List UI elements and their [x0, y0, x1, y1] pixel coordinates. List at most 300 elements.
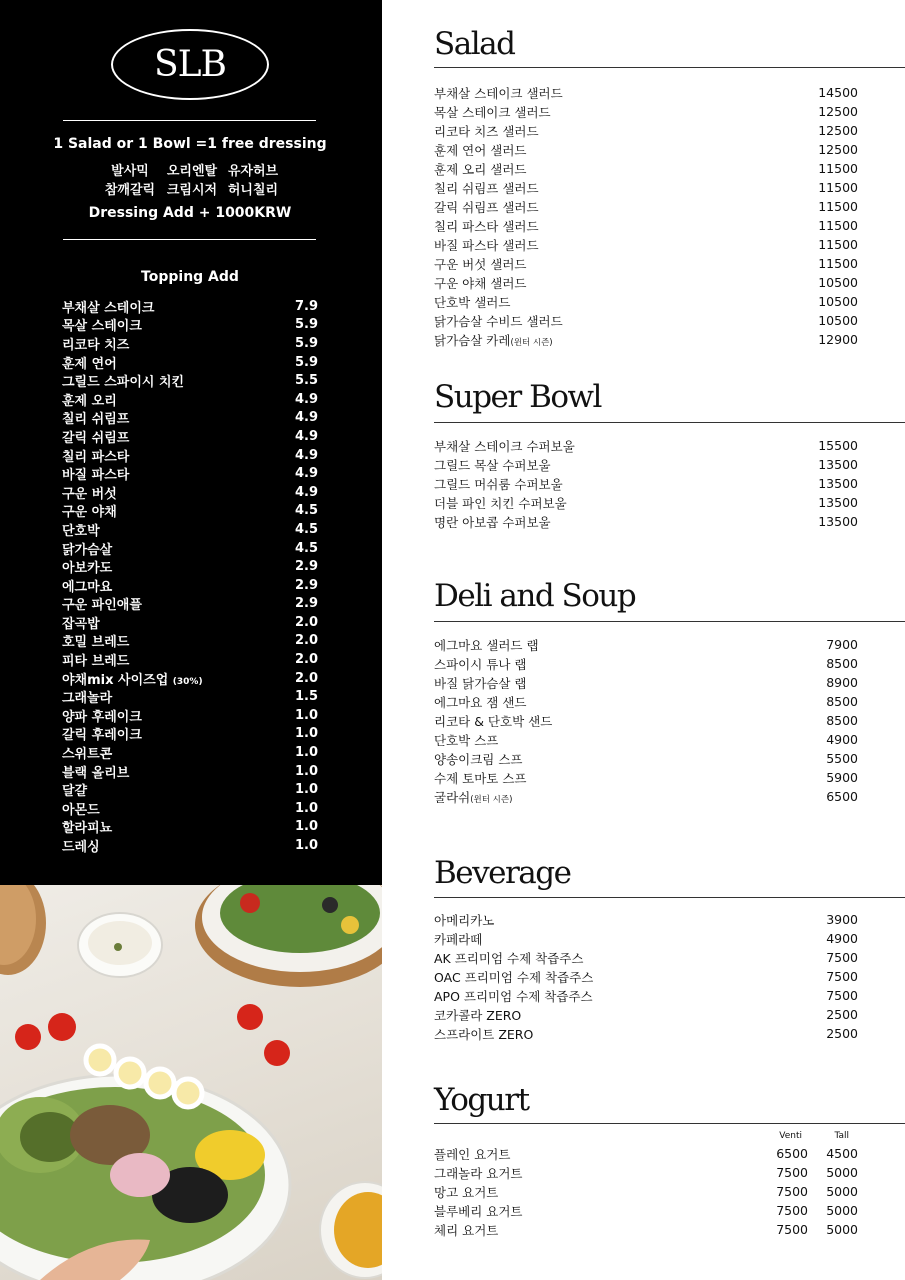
menu-item-name-text: AK 프리미엄 수제 착즙주스 — [434, 950, 584, 966]
menu-item-name — [434, 179, 798, 197]
topping-name-text: 리코타 치즈 — [62, 337, 130, 353]
topping-name — [62, 446, 129, 465]
topping-name-text: 부채살 스테이크 — [62, 300, 155, 316]
topping-name — [62, 464, 129, 483]
menu-item-name — [434, 494, 798, 512]
menu-item-row — [434, 730, 858, 749]
menu-item-name-text: 단호박 스프 — [434, 732, 499, 748]
topping-name-text: 갈릭 쉬림프 — [62, 430, 130, 446]
topping-name — [62, 817, 112, 836]
menu-item-name — [434, 141, 798, 159]
topping-row — [62, 520, 318, 539]
topping-price: 2.9 — [294, 577, 318, 593]
topping-list — [62, 297, 318, 855]
menu-item-row — [434, 254, 858, 273]
menu-item-name — [434, 255, 798, 273]
menu-item-name — [434, 693, 798, 711]
divider — [63, 239, 316, 240]
topping-name — [62, 520, 100, 539]
menu-item-price: 11500 — [818, 218, 858, 233]
menu-item-row — [434, 273, 858, 292]
menu-item-row — [434, 910, 858, 929]
topping-price: 1.0 — [294, 726, 318, 742]
menu-item-row — [434, 1024, 858, 1043]
menu-item-row — [434, 967, 858, 986]
menu-item-name-text: OAC 프리미엄 수제 착즙주스 — [434, 969, 594, 985]
topping-row — [62, 409, 318, 428]
topping-price: 1.0 — [294, 838, 318, 854]
topping-name — [62, 762, 129, 781]
topping-name-text: 그래놀라 — [62, 691, 113, 707]
topping-name-text: 구운 버섯 — [62, 486, 117, 502]
menu-item-row — [434, 474, 858, 493]
menu-item-row — [434, 159, 858, 178]
topping-name-text: 칠리 파스타 — [62, 449, 130, 465]
menu-item-name — [434, 475, 798, 493]
topping-row — [62, 557, 318, 576]
menu-item-row — [434, 512, 858, 531]
salad-list — [434, 83, 858, 349]
menu-item-price: 10500 — [818, 275, 858, 290]
topping-name — [62, 669, 203, 688]
menu-item-price: 10500 — [818, 294, 858, 309]
menu-item-row — [434, 929, 858, 948]
topping-name-text: 할라피뇨 — [62, 821, 113, 837]
yogurt-name: 그래놀라 요거트 — [434, 1165, 523, 1181]
topping-row — [62, 780, 318, 799]
menu-item-name — [434, 456, 798, 474]
menu-item-name — [434, 437, 798, 455]
topping-row — [62, 539, 318, 558]
menu-item-price: 13500 — [818, 514, 858, 529]
topping-price: 5.9 — [294, 335, 318, 351]
menu-item-name-text: 부채살 스테이크 수퍼보울 — [434, 438, 575, 454]
topping-price: 2.0 — [294, 633, 318, 649]
menu-item-name-text: 훈제 오리 샐러드 — [434, 161, 527, 177]
menu-item-price: 5900 — [826, 770, 858, 785]
topping-price: 4.9 — [294, 466, 318, 482]
menu-item-price: 6500 — [826, 789, 858, 804]
divider — [434, 1123, 905, 1124]
menu-item-name-text: 리코타 치즈 샐러드 — [434, 123, 539, 139]
menu-item-name — [434, 750, 798, 768]
topping-price: 1.0 — [294, 800, 318, 816]
menu-item-price: 11500 — [818, 180, 858, 195]
menu-item-name — [434, 312, 798, 330]
menu-item-row — [434, 197, 858, 216]
menu-item-name-text: 바질 닭가슴살 랩 — [434, 675, 527, 691]
menu-item-name-text: 단호박 샐러드 — [434, 294, 511, 310]
yogurt-size-header — [434, 1131, 858, 1141]
topping-row — [62, 595, 318, 614]
menu-item-price: 11500 — [818, 237, 858, 252]
yogurt-row — [434, 1182, 858, 1201]
topping-name-text: 에그마요 — [62, 579, 113, 595]
menu-item-price: 12500 — [818, 142, 858, 157]
yogurt-price-tall: 5000 — [826, 1165, 858, 1180]
topping-price: 1.5 — [294, 689, 318, 705]
divider — [434, 621, 905, 622]
menu-item-name-text: 명란 아보콥 수퍼보울 — [434, 514, 551, 530]
menu-item-row — [434, 673, 858, 692]
topping-price: 2.9 — [294, 596, 318, 612]
menu-item-price: 8500 — [826, 713, 858, 728]
menu-item-name-text: 양송이크림 스프 — [434, 751, 523, 767]
topping-row — [62, 334, 318, 353]
menu-item-price: 14500 — [818, 85, 858, 100]
menu-item-name — [434, 198, 798, 216]
menu-item-name — [434, 674, 798, 692]
superbowl-list — [434, 436, 858, 531]
topping-name — [62, 780, 87, 799]
topping-name — [62, 557, 112, 576]
divider — [434, 67, 905, 68]
topping-name-text: 아보카도 — [62, 561, 113, 577]
menu-item-price: 12500 — [818, 123, 858, 138]
topping-row — [62, 669, 318, 688]
menu-item-name-text: 에그마요 샐러드 랩 — [434, 637, 539, 653]
topping-name-text: 구운 파인애플 — [62, 598, 142, 614]
menu-item-row — [434, 692, 858, 711]
menu-item-price: 11500 — [818, 199, 858, 214]
menu-item-name-text: 갈릭 쉬림프 샐러드 — [434, 199, 539, 215]
deli-list — [434, 635, 858, 806]
topping-name — [62, 371, 184, 390]
menu-item-row — [434, 749, 858, 768]
menu-item-name — [434, 513, 798, 531]
yogurt-name: 망고 요거트 — [434, 1184, 499, 1200]
menu-item-name-text: 목살 스테이크 샐러드 — [434, 104, 551, 120]
menu-item-price: 13500 — [818, 476, 858, 491]
topping-price: 2.0 — [294, 670, 318, 686]
menu-item-row — [434, 493, 858, 512]
menu-item-row — [434, 235, 858, 254]
divider — [434, 422, 905, 423]
topping-name-text: 스위트콘 — [62, 747, 113, 763]
divider — [63, 120, 316, 121]
menu-item-name — [434, 1006, 798, 1024]
topping-row — [62, 427, 318, 446]
topping-row — [62, 818, 318, 837]
menu-item-name-text: 리코타 & 단호박 샌드 — [434, 713, 553, 729]
topping-row — [62, 446, 318, 465]
menu-item-name — [434, 331, 798, 349]
menu-item-price: 7900 — [826, 637, 858, 652]
topping-name-text: 잡곡밥 — [62, 616, 100, 632]
menu-item-name — [434, 293, 798, 311]
topping-row — [62, 836, 318, 855]
topping-name — [62, 743, 112, 762]
topping-name-text: 달걀 — [62, 784, 88, 800]
topping-name-text: 갈릭 후레이크 — [62, 728, 142, 744]
yogurt-price-venti: 7500 — [776, 1165, 808, 1180]
menu-item-price: 15500 — [818, 438, 858, 453]
menu-item-name — [434, 712, 798, 730]
yogurt-row — [434, 1144, 858, 1163]
menu-item-name — [434, 636, 798, 654]
menu-item-price: 10500 — [818, 313, 858, 328]
topping-name — [62, 706, 142, 725]
topping-row — [62, 297, 318, 316]
menu-item-price: 4900 — [826, 931, 858, 946]
topping-row — [62, 743, 318, 762]
menu-item-name-text: 스프라이트 ZERO — [434, 1026, 534, 1042]
menu-item-name — [434, 788, 798, 806]
menu-item-name-text: 굴라쉬 — [434, 789, 471, 805]
topping-row — [62, 706, 318, 725]
menu-item-name-text: 구운 야채 샐러드 — [434, 275, 527, 291]
topping-note: (30%) — [172, 676, 203, 687]
menu-item-row — [434, 83, 858, 102]
section-title-beverage: Beverage — [434, 855, 571, 891]
dressing-option: 참깨갈릭 — [104, 183, 156, 198]
menu-item-name-text: 스파이시 튜나 랩 — [434, 656, 527, 672]
yogurt-price-venti: 7500 — [776, 1203, 808, 1218]
menu-item-name — [434, 217, 798, 235]
menu-item-row — [434, 768, 858, 787]
menu-item-name — [434, 769, 798, 787]
yogurt-price-venti: 6500 — [776, 1146, 808, 1161]
yogurt-row — [434, 1163, 858, 1182]
topping-name-text: 블랙 올리브 — [62, 765, 130, 781]
menu-item-price: 12900 — [818, 332, 858, 347]
menu-item-name — [434, 968, 798, 986]
menu-item-name-text: 칠리 쉬림프 샐러드 — [434, 180, 539, 196]
topping-name-text: 훈제 오리 — [62, 393, 117, 409]
menu-item-name-text: 에그마요 잼 샌드 — [434, 694, 527, 710]
menu-item-price: 13500 — [818, 495, 858, 510]
topping-name-text: 단호박 — [62, 523, 100, 539]
topping-row — [62, 316, 318, 335]
yogurt-price-venti: 7500 — [776, 1184, 808, 1199]
topping-row — [62, 502, 318, 521]
topping-name-text: 그릴드 스파이시 치킨 — [62, 375, 185, 391]
topping-name — [62, 650, 129, 669]
menu-item-price: 5500 — [826, 751, 858, 766]
menu-item-price: 12500 — [818, 104, 858, 119]
menu-item-row — [434, 948, 858, 967]
menu-item-name-text: 훈제 연어 샐러드 — [434, 142, 527, 158]
topping-price: 4.9 — [294, 391, 318, 407]
topping-name-text: 호밀 브레드 — [62, 635, 130, 651]
yogurt-name: 플레인 요거트 — [434, 1146, 511, 1162]
menu-item-price: 7500 — [826, 988, 858, 1003]
menu-item-name — [434, 274, 798, 292]
menu-item-name-text: 구운 버섯 샐러드 — [434, 256, 527, 272]
topping-name — [62, 483, 117, 502]
menu-item-row — [434, 140, 858, 159]
menu-item-price: 11500 — [818, 161, 858, 176]
topping-price: 5.5 — [294, 373, 318, 389]
topping-name-text: 닭가슴살 — [62, 542, 113, 558]
topping-name — [62, 297, 154, 316]
menu-item-name-text: 닭가슴살 수비드 샐러드 — [434, 313, 563, 329]
divider — [434, 897, 905, 898]
topping-price: 4.5 — [294, 521, 318, 537]
topping-name — [62, 390, 117, 409]
yogurt-name: 체리 요거트 — [434, 1222, 499, 1238]
topping-row — [62, 650, 318, 669]
topping-price: 4.9 — [294, 484, 318, 500]
dressing-option: 크림시저 — [166, 183, 218, 198]
topping-row — [62, 390, 318, 409]
menu-item-name — [434, 103, 798, 121]
salad-bowl-photo — [0, 885, 382, 1280]
topping-row — [62, 613, 318, 632]
yogurt-row — [434, 1220, 858, 1239]
menu-item-price: 7500 — [826, 950, 858, 965]
menu-item-row — [434, 311, 858, 330]
section-title-salad: Salad — [434, 26, 515, 62]
topping-name — [62, 315, 142, 334]
topping-row — [62, 576, 318, 595]
menu-item-row — [434, 635, 858, 654]
topping-name-text: 훈제 연어 — [62, 356, 117, 372]
topping-row — [62, 762, 318, 781]
menu-item-name — [434, 236, 798, 254]
topping-row — [62, 464, 318, 483]
menu-item-row — [434, 330, 858, 349]
topping-price: 5.9 — [294, 354, 318, 370]
menu-item-note: (윈터 시즌) — [510, 337, 553, 348]
menu-item-name — [434, 84, 798, 102]
yogurt-col-venti: Venti — [779, 1131, 802, 1141]
topping-name — [62, 687, 112, 706]
topping-name — [62, 334, 129, 353]
menu-item-row — [434, 711, 858, 730]
section-title-deli: Deli and Soup — [434, 578, 636, 614]
topping-name — [62, 799, 100, 818]
yogurt-col-tall: Tall — [834, 1131, 849, 1141]
topping-price: 1.0 — [294, 707, 318, 723]
menu-item-note: (윈터 시즌) — [470, 794, 513, 805]
menu-item-name-text: 부채살 스테이크 샐러드 — [434, 85, 563, 101]
menu-item-row — [434, 455, 858, 474]
topping-name — [62, 539, 112, 558]
yogurt-price-tall: 4500 — [826, 1146, 858, 1161]
topping-price: 1.0 — [294, 745, 318, 761]
topping-price: 4.5 — [294, 540, 318, 556]
topping-name — [62, 631, 129, 650]
menu-item-name-text: 더블 파인 치킨 수퍼보울 — [434, 495, 567, 511]
topping-row — [62, 483, 318, 502]
topping-price: 4.9 — [294, 410, 318, 426]
topping-name-text: 드레싱 — [62, 840, 100, 856]
slb-logo: SLB — [111, 29, 269, 100]
menu-item-price: 8900 — [826, 675, 858, 690]
topping-name — [62, 836, 100, 855]
topping-price: 1.0 — [294, 782, 318, 798]
yogurt-name: 블루베리 요거트 — [434, 1203, 523, 1219]
topping-price: 2.9 — [294, 559, 318, 575]
menu-item-row — [434, 121, 858, 140]
menu-item-name — [434, 1025, 798, 1043]
menu-item-price: 11500 — [818, 256, 858, 271]
menu-item-price: 7500 — [826, 969, 858, 984]
section-title-superbowl: Super Bowl — [434, 379, 601, 415]
topping-name — [62, 501, 117, 520]
menu-item-price: 8500 — [826, 694, 858, 709]
menu-item-row — [434, 216, 858, 235]
menu-item-row — [434, 1005, 858, 1024]
dressing-headline: 1 Salad or 1 Bowl =1 free dressing — [53, 136, 327, 152]
menu-item-name — [434, 987, 798, 1005]
section-title-yogurt: Yogurt — [434, 1082, 529, 1118]
topping-name — [62, 613, 100, 632]
topping-row — [62, 799, 318, 818]
topping-name — [62, 427, 129, 446]
menu-item-name — [434, 911, 798, 929]
menu-item-name-text: 카페라떼 — [434, 931, 483, 947]
menu-item-row — [434, 178, 858, 197]
topping-price: 7.9 — [294, 298, 318, 314]
dressing-option: 오리엔탈 — [166, 164, 218, 179]
topping-name-text: 목살 스테이크 — [62, 319, 142, 335]
topping-row — [62, 632, 318, 651]
menu-item-row — [434, 436, 858, 455]
yogurt-price-tall: 5000 — [826, 1184, 858, 1199]
dressing-add: Dressing Add + 1000KRW — [88, 205, 292, 221]
topping-price: 4.9 — [294, 447, 318, 463]
topping-name-text: 야채mix 사이즈업 — [62, 672, 169, 688]
topping-name-text: 바질 파스타 — [62, 468, 130, 484]
menu-item-name — [434, 160, 798, 178]
topping-row — [62, 687, 318, 706]
menu-item-name — [434, 949, 798, 967]
menu-item-price: 2500 — [826, 1007, 858, 1022]
topping-name-text: 칠리 쉬림프 — [62, 412, 130, 428]
menu-item-row — [434, 292, 858, 311]
topping-price: 1.0 — [294, 763, 318, 779]
menu-item-name-text: 칠리 파스타 샐러드 — [434, 218, 539, 234]
menu-item-name-text: 그릴드 머쉬룸 수퍼보울 — [434, 476, 563, 492]
topping-name-text: 피타 브레드 — [62, 654, 130, 670]
topping-price: 5.9 — [294, 317, 318, 333]
menu-item-name-text: 그릴드 목살 수퍼보울 — [434, 457, 551, 473]
topping-price: 1.0 — [294, 819, 318, 835]
menu-item-name-text: 코카콜라 ZERO — [434, 1007, 522, 1023]
topping-name-text: 구운 야채 — [62, 505, 117, 521]
menu-item-price: 8500 — [826, 656, 858, 671]
topping-row — [62, 353, 318, 372]
topping-price: 2.0 — [294, 652, 318, 668]
menu-item-name-text: 수제 토마토 스프 — [434, 770, 527, 786]
menu-item-price: 4900 — [826, 732, 858, 747]
topping-price: 4.9 — [294, 428, 318, 444]
dressing-option: 허니칠리 — [227, 183, 279, 198]
yogurt-price-tall: 5000 — [826, 1222, 858, 1237]
yogurt-price-tall: 5000 — [826, 1203, 858, 1218]
dressing-option: 유자허브 — [227, 164, 279, 179]
menu-item-row — [434, 986, 858, 1005]
topping-name-text: 양파 후레이크 — [62, 709, 142, 725]
menu-item-price: 3900 — [826, 912, 858, 927]
menu-item-row — [434, 787, 858, 806]
yogurt-row — [434, 1201, 858, 1220]
yogurt-price-venti: 7500 — [776, 1222, 808, 1237]
menu-item-name — [434, 122, 798, 140]
menu-item-name — [434, 655, 798, 673]
menu-item-name — [434, 930, 798, 948]
beverage-list — [434, 910, 858, 1043]
topping-title: Topping Add — [141, 269, 239, 285]
menu-item-name-text: 아메리카노 — [434, 912, 495, 928]
menu-item-price: 2500 — [826, 1026, 858, 1041]
topping-name — [62, 594, 142, 613]
menu-item-name-text: APO 프리미엄 수제 착즙주스 — [434, 988, 593, 1004]
topping-row — [62, 371, 318, 390]
dressing-option: 발사믹 — [111, 164, 149, 179]
